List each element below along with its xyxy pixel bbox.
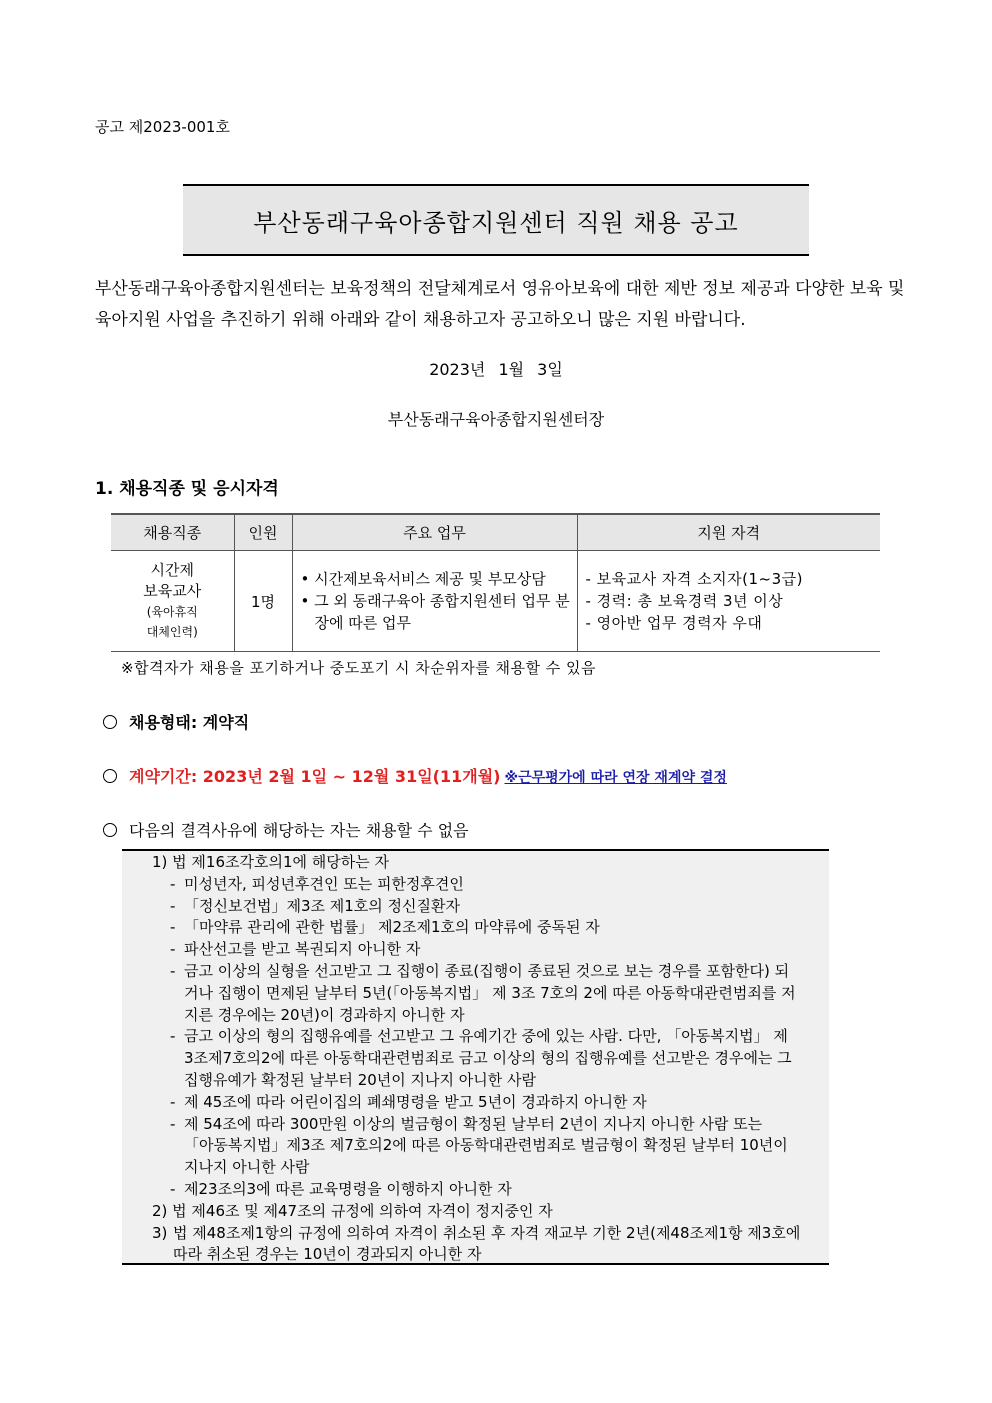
list-item: - 금고 이상의 형의 집행유예를 선고받고 그 유예기간 중에 있는 사람. 다만, 「아동복지법」 제3조제7호의2에 따른 아동학대관련범죄로 금고 이상의 형의 집행유예를 선고받은 경우에는 그 집행유예가 확정된 날부터 20년이 지나지 아니한 사람 — [170, 1027, 792, 1089]
page-title — [183, 184, 809, 256]
circle-bullet-icon — [103, 823, 117, 837]
list-item: - 파산선고를 받고 복권되지 아니한 자 — [170, 940, 421, 959]
list-item: - 제 54조에 따라 300만원 이상의 벌금형이 확정된 날부터 2년이 지나지 아니한 사람 또는 「아동복지법」제3조 제7호의2에 따른 아동학대관련범죄로 벌금형이 확정된 날부터 10년이 지나지 아니한 사람 — [170, 1114, 788, 1177]
disq-item-2: 2) 법 제46조 및 제47조의 규정에 의하여 자격이 정지중인 자 — [152, 1201, 553, 1220]
duty-item: • 그 외 동래구육아 종합지원센터 업무 분장에 따른 업무 — [300, 592, 570, 632]
table-footnote: ※합격자가 채용을 포기하거나 중도포기 시 차순위자를 채용할 수 있음 — [121, 659, 596, 677]
header-count: 인원 — [234, 514, 292, 551]
table-row — [111, 551, 880, 652]
section-heading: 1. 채용직종 및 응시자격 — [95, 479, 279, 499]
list-item: - 금고 이상의 실형을 선고받고 그 집행이 종료(집행이 종료된 것으로 보는 경우를 포함한다) 되거나 집행이 면제된 날부터 5년(「아동복지법」 제 3조 7호의 2에 따른 아동학대관련범죄를 저지른 경우에는 20년)이 경과하지 아니한 자 — [170, 961, 796, 1024]
header-qualifications: 지원 자격 — [577, 514, 880, 551]
job-type-line1: 시간제 — [150, 561, 194, 579]
contract-period — [103, 764, 727, 787]
circle-bullet-icon — [103, 769, 117, 783]
duty-item: • 시간제보육서비스 제공 및 부모상담 — [300, 570, 546, 588]
header-duties: 주요 업무 — [292, 514, 577, 551]
disqualification-intro-text: 다음의 결격사유에 해당하는 자는 채용할 수 없음 — [129, 821, 469, 840]
list-item: - 제 45조에 따라 어린이집의 폐쇄명령을 받고 5년이 경과하지 아니한 자 — [170, 1092, 647, 1111]
contract-period-text: 계약기간: 2023년 2월 1일 ~ 12월 31일(11개월) — [129, 767, 501, 786]
cell-count: 1명 — [234, 551, 292, 652]
employment-type — [103, 710, 249, 733]
list-item: - 제23조의3에 따른 교육명령을 이행하지 아니한 자 — [170, 1179, 512, 1198]
job-type-line2: 보육교사 — [143, 582, 202, 600]
notice-number: 공고 제2023-001호 — [95, 118, 230, 136]
intro-paragraph: 부산동래구육아종합지원센터는 보육정책의 전달체계로서 영유아보육에 대한 제반 정보 제공과 다양한 보육 및 육아지원 사업을 추진하기 위해 아래와 같이 채용하고자 공고하오니 많은 지원 바랍니다. — [95, 279, 905, 330]
notice-date: 2023년 1월 3일 — [429, 360, 563, 379]
list-item: - 「마약류 관리에 관한 법률」 제2조제1호의 마약류에 중독된 자 — [170, 918, 600, 937]
circle-bullet-icon — [103, 715, 117, 729]
header-job-type: 채용직종 — [111, 514, 234, 551]
disqualification-intro — [103, 818, 469, 841]
cell-duties — [292, 551, 577, 652]
job-table — [111, 513, 880, 652]
employment-type-text: 채용형태: 계약직 — [129, 713, 250, 732]
issuer: 부산동래구육아종합지원센터장 — [387, 410, 605, 429]
contract-note: ※근무평가에 따라 연장 재계약 결정 — [504, 770, 727, 786]
disq-item-3: 3) 법 제48조제1항의 규정에 의하여 자격이 취소된 후 자격 재교부 기한 2년(제48조제1항 제3호에 따라 취소된 경우는 10년이 경과되지 아니한 자 — [152, 1223, 801, 1264]
list-item: - 미성년자, 피성년후견인 또는 피한정후견인 — [170, 874, 464, 893]
qualification-item: - 경력: 총 보육경력 3년 이상 — [585, 592, 784, 610]
qualification-item: - 보육교사 자격 소지자(1~3급) — [585, 570, 803, 588]
cell-qualifications — [577, 551, 880, 652]
disq-item-1: 1) 법 제16조각호의1에 해당하는 자 — [152, 853, 389, 871]
list-item: - 「정신보건법」제3조 제1호의 정신질환자 — [170, 896, 460, 915]
page-title-text: 부산동래구육아종합지원센터 직원 채용 공고 — [253, 208, 739, 237]
qualification-item: - 영아반 업무 경력자 우대 — [585, 614, 763, 632]
disqualification-box — [122, 849, 829, 1265]
job-type-note2: 대체인력) — [146, 625, 198, 639]
cell-job-type — [111, 551, 234, 652]
table-header-row — [111, 514, 880, 551]
job-type-note1: (육아휴직 — [146, 605, 198, 619]
